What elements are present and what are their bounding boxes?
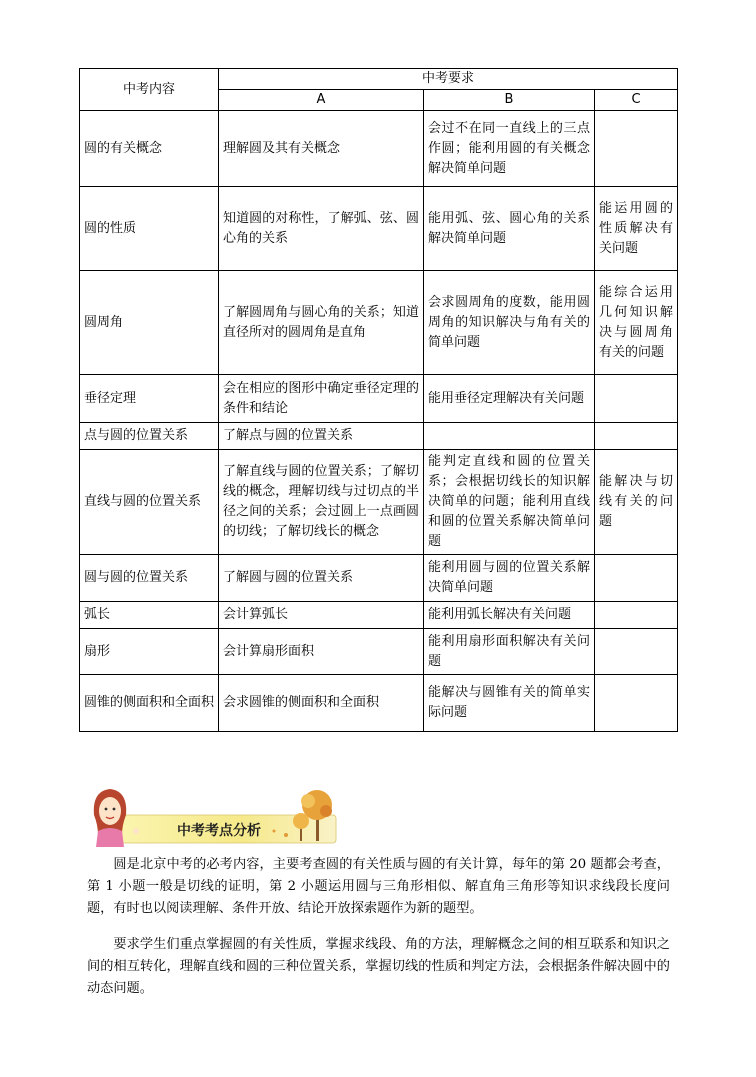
level-a-cell: 会在相应的图形中确定垂径定理的条件和结论 [219,375,424,423]
level-a-cell: 了解直线与圆的位置关系；了解切线的概念，理解切线与过切点的半径之间的关系；会过圆上一点画圆的切线；了解切线长的概念 [219,450,424,555]
exam-analysis-banner [86,785,344,847]
level-c-cell [595,555,678,602]
level-a-cell: 会求圆锥的侧面积和全面积 [219,675,424,732]
table-row [80,271,678,375]
level-c-cell [595,423,678,450]
table-row [80,450,678,555]
banner-title: 中考考点分析 [177,823,261,839]
level-b-cell: 能用垂径定理解决有关问题 [424,375,595,423]
topic-cell: 弧长 [80,602,219,629]
analysis-paragraph-1: 圆是北京中考的必考内容，主要考查圆的有关性质与圆的有关计算，每年的第 20 题都会考查，第 1 小题一般是切线的证明，第 2 小题运用圆与三角形相似、解直角三角形等知识求线段长度问题，有时也以阅读理解、条件开放、结论开放探索题作为新的题型。 [87,857,670,916]
level-a-cell: 了解圆与圆的位置关系 [219,555,424,602]
level-c-cell [595,602,678,629]
header-level-b: B [424,90,595,111]
level-b-cell: 能判定直线和圆的位置关系；会根据切线长的知识解决简单的问题；能利用直线和圆的位置关系解决简单问题 [424,450,595,555]
level-c-cell: 能运用圆的性质解决有关问题 [595,187,678,271]
level-a-cell: 知道圆的对称性，了解弧、弦、圆心角的关系 [219,187,424,271]
topic-cell: 圆的有关概念 [80,111,219,187]
topic-cell: 圆与圆的位置关系 [80,555,219,602]
header-exam-content: 中考内容 [80,69,219,111]
topic-cell: 圆锥的侧面积和全面积 [80,675,219,732]
header-level-c: C [595,90,678,111]
level-c-cell [595,375,678,423]
table-row [80,555,678,602]
level-b-cell: 能用弧、弦、圆心角的关系解决简单问题 [424,187,595,271]
header-exam-requirements: 中考要求 [219,69,678,90]
level-c-cell [595,675,678,732]
topic-cell: 圆的性质 [80,187,219,271]
level-b-cell: 能利用弧长解决有关问题 [424,602,595,629]
table-row [80,423,678,450]
topic-cell: 点与圆的位置关系 [80,423,219,450]
topic-cell: 扇形 [80,629,219,675]
level-b-cell: 能解决与圆锥有关的简单实际问题 [424,675,595,732]
table-row [80,675,678,732]
level-a-cell: 会计算弧长 [219,602,424,629]
level-a-cell: 理解圆及其有关概念 [219,111,424,187]
topic-cell: 直线与圆的位置关系 [80,450,219,555]
level-b-cell: 能利用圆与圆的位置关系解决简单问题 [424,555,595,602]
analysis-paragraph-2: 要求学生们重点掌握圆的有关性质，掌握求线段、角的方法，理解概念之间的相互联系和知识之间的相互转化，理解直线和圆的三种位置关系，掌握切线的性质和判定方法，会根据条件解决圆中的动态问题。 [87,937,670,996]
topic-cell: 垂径定理 [80,375,219,423]
exam-requirements-table [79,68,678,732]
level-c-cell: 能综合运用几何知识解决与圆周角有关的问题 [595,271,678,375]
level-c-cell [595,629,678,675]
table-row [80,375,678,423]
table-row [80,629,678,675]
level-b-cell: 会求圆周角的度数，能用圆周角的知识解决与角有关的简单问题 [424,271,595,375]
table-row [80,602,678,629]
level-a-cell: 了解圆周角与圆心角的关系；知道直径所对的圆周角是直角 [219,271,424,375]
level-c-cell [595,111,678,187]
table-row [80,187,678,271]
level-a-cell: 了解点与圆的位置关系 [219,423,424,450]
level-b-cell: 能利用扇形面积解决有关问题 [424,629,595,675]
level-c-cell: 能解决与切线有关的问题 [595,450,678,555]
table-row [80,111,678,187]
topic-cell: 圆周角 [80,271,219,375]
level-b-cell [424,423,595,450]
level-a-cell: 会计算扇形面积 [219,629,424,675]
level-b-cell: 会过不在同一直线上的三点作圆；能利用圆的有关概念解决简单问题 [424,111,595,187]
header-level-a: A [219,90,424,111]
